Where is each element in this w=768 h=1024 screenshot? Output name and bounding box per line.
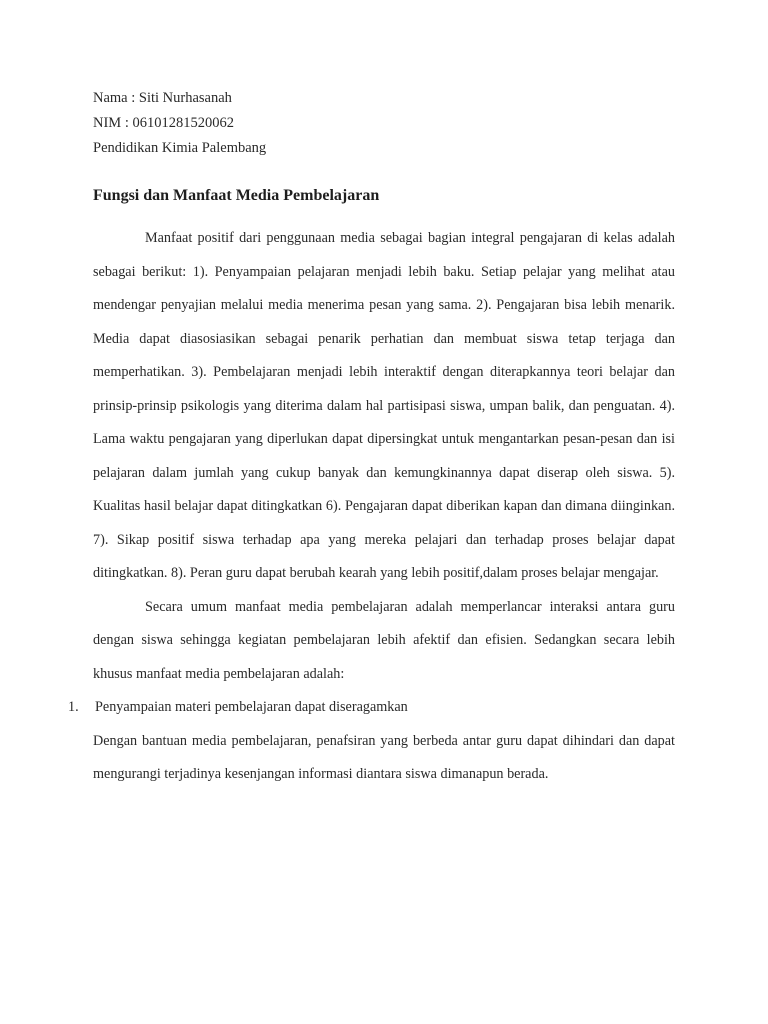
student-name: Nama : Siti Nurhasanah: [93, 90, 232, 106]
paragraph-benefits: Manfaat positif dari penggunaan media sebagai bagian integral pengajaran di kelas adalah sebagai berikut: 1). Penyampaian pelajaran menjadi lebih baku. Setiap pelajar yang melihat atau mendengar penyajian melalui media menerima pesan yang sama. 2). Pengajaran bisa lebih menarik. Media dapat diasosiasikan sebagai penarik perhatian dan membuat siswa tetap terjaga dan memperhatikan. 3). Pembelajaran menjadi lebih interaktif dengan diterapkannya teori belajar dan prinsip-prinsip psikologis yang diterima dalam hal partisipasi siswa, umpan balik, dan penguatan. 4). Lama waktu pengajaran yang diperlukan dapat dipersingkat untuk mengantarkan pesan-pesan dan isi pelajaran dalam jumlah yang cukup banyak dan kemungkinannya dapat diserap oleh siswa. 5). Kualitas hasil belajar dapat ditingkatkan 6). Pengajaran dapat diberikan kapan dan dimana diinginkan. 7). Sikap positif siswa terhadap apa yang mereka pelajari dan terhadap proses belajar dapat ditingkatkan. 8). Peran guru dapat berubah kearah yang lebih positif,dalam proses belajar mengajar.: [93, 230, 675, 581]
document-body: [68, 222, 675, 792]
author-header: [93, 86, 266, 161]
list-item-title: Penyampaian materi pembelajaran dapat diseragamkan: [95, 699, 408, 715]
student-nim: NIM : 06101281520062: [93, 115, 234, 131]
list-item-number: 1.: [68, 699, 79, 715]
paragraph-general-benefits: Secara umum manfaat media pembelajaran adalah memperlancar interaksi antara guru dengan siswa sehingga kegiatan pembelajaran lebih afektif dan efisien. Sedangkan secara lebih khusus manfaat media pembelajaran adalah:: [93, 598, 675, 682]
list-item-heading: [68, 691, 675, 725]
study-program: Pendidikan Kimia Palembang: [93, 140, 267, 156]
document-title: Fungsi dan Manfaat Media Pembelajaran: [93, 187, 380, 204]
list-item-description: Dengan bantuan media pembelajaran, penafsiran yang berbeda antar guru dapat dihindari dan dapat mengurangi terjadinya kesenjangan informasi diantara siswa dimanapun berada.: [93, 732, 675, 782]
